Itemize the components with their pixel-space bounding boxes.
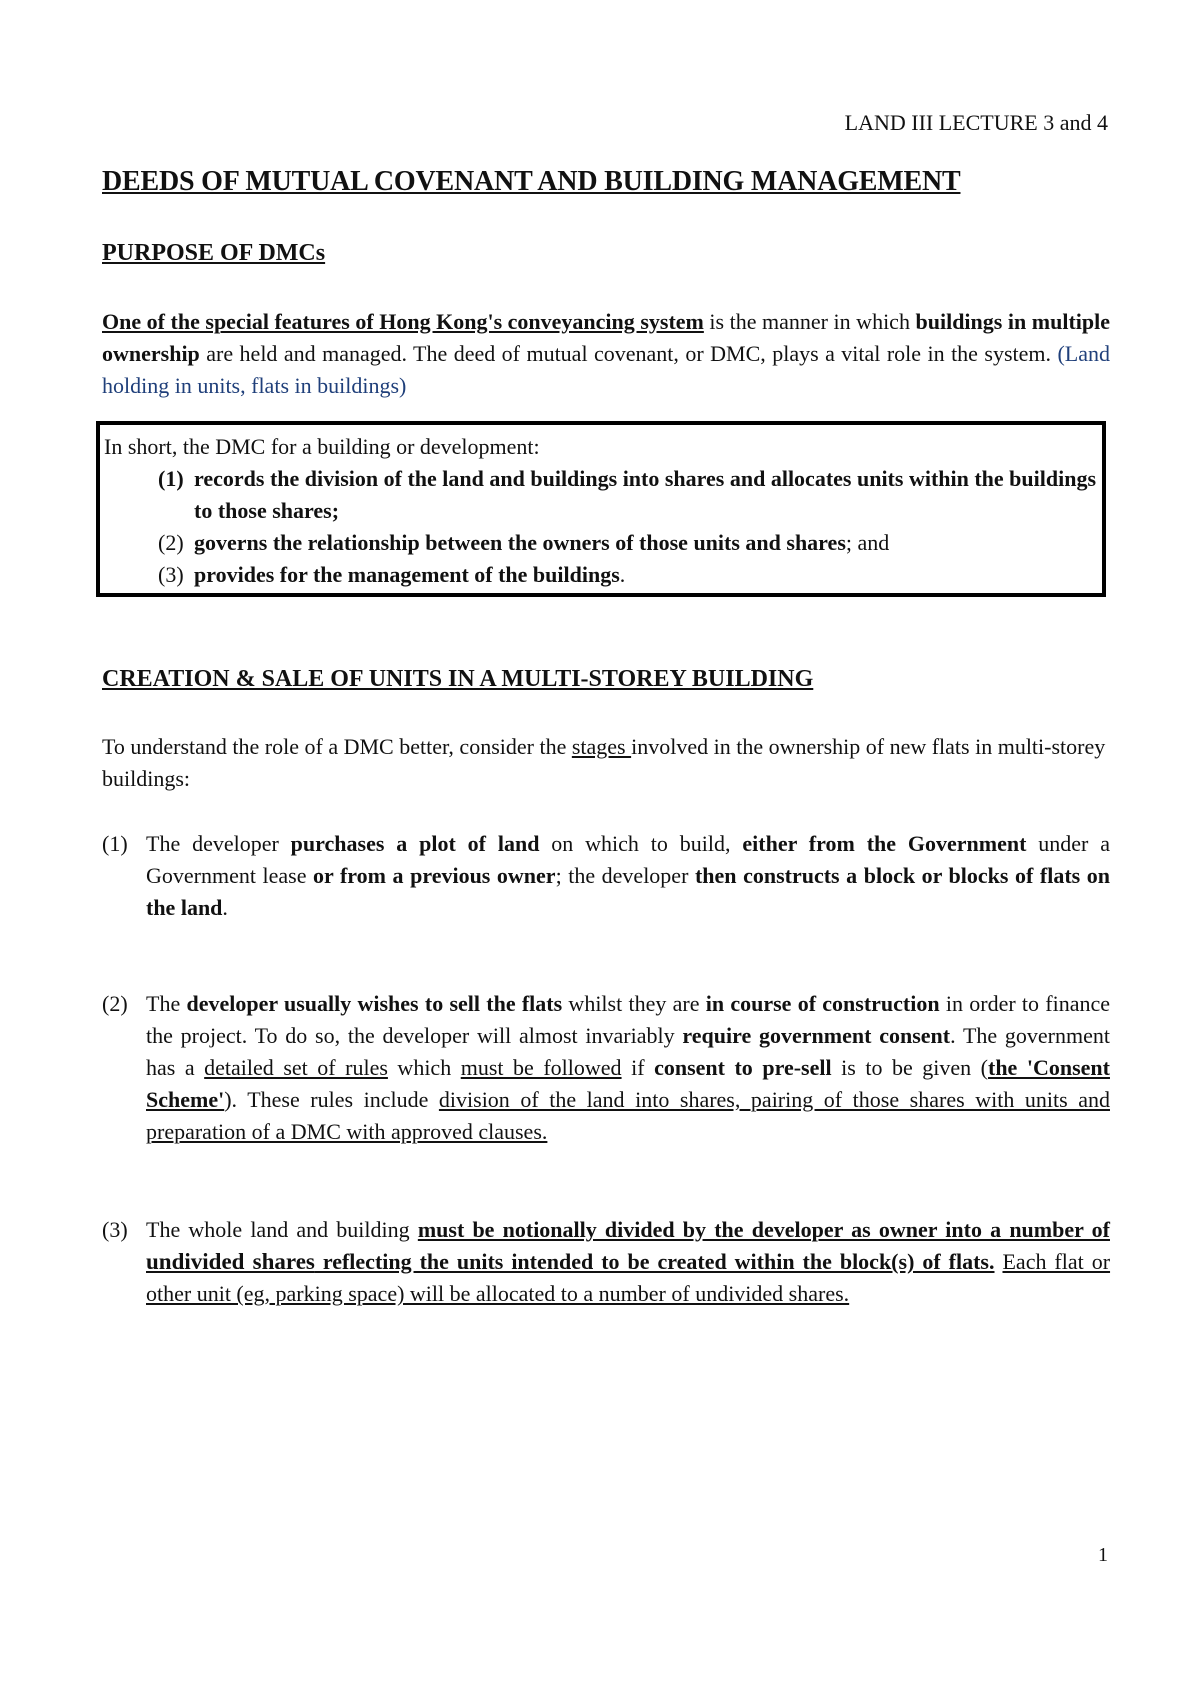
i3-t1: The whole land and building — [146, 1217, 418, 1242]
list-item-3-text — [146, 1214, 1110, 1310]
i2-t2: whilst they are — [562, 991, 706, 1016]
page-number: 1 — [1098, 1544, 1108, 1566]
purpose-heading: PURPOSE OF DMCs — [102, 240, 326, 266]
list-item-2 — [102, 988, 1110, 1148]
i3-bu3: reflecting the units intended to be created within the block(s) of flats. — [314, 1249, 995, 1274]
creation-intro — [102, 731, 1110, 795]
list-item-1 — [102, 828, 1110, 924]
list-item-2-text — [146, 988, 1110, 1148]
i2-t3: in order to finance the project. To do so, the developer will almost invariably — [146, 991, 1111, 1048]
purpose-text-1: is the manner in which — [703, 309, 916, 334]
i1-b2: either from the Government — [742, 831, 1027, 856]
i2-u2: must be followed — [460, 1055, 622, 1080]
i1-t3: under a Government lease — [146, 831, 1111, 888]
list-item-1-text — [146, 828, 1110, 924]
i2-t6: if — [621, 1055, 655, 1080]
i1-t4: ; the developer — [555, 863, 695, 888]
box-item-2-number: (2) — [158, 530, 184, 555]
purpose-bold-phrase: buildings in multiple ownership — [102, 309, 1110, 366]
i1-t5: . — [222, 895, 228, 920]
creation-intro-stages: stages — [571, 734, 632, 759]
purpose-lead-phrase: One of the special features of Hong Kong's conveyancing system — [102, 309, 704, 334]
i2-u3: division of the land into shares, pairing of those shares with units and preparation of a DMC with approved clauses. — [146, 1087, 1110, 1144]
purpose-paragraph — [102, 306, 1110, 402]
i2-b4: consent to pre-sell — [654, 1055, 832, 1080]
box-item-2 — [158, 527, 1106, 559]
i2-t4: . The government has a — [146, 1023, 1110, 1080]
i1-b4: then constructs a block or blocks of flats on the land — [146, 863, 1110, 920]
i2-b2: in course of construction — [705, 991, 940, 1016]
list-item-3-number: (3) — [102, 1217, 128, 1242]
purpose-blue-note: (Land holding in units, flats in buildings) — [102, 341, 1110, 398]
box-item-2-rest: ; and — [845, 530, 890, 555]
box-item-3-number: (3) — [158, 562, 184, 587]
i2-t5: which — [387, 1055, 461, 1080]
i3-u1: Each flat or other unit (eg, parking space) will be allocated to a number of undivided shares. — [146, 1249, 1111, 1306]
purpose-text-2: are held and managed. The deed of mutual covenant, or DMC, plays a vital role in the system. — [199, 341, 1058, 366]
i1-b1: purchases a plot of land — [290, 831, 540, 856]
i2-u1: detailed set of rules — [204, 1055, 388, 1080]
box-item-3-rest: . — [619, 562, 626, 587]
i1-t1: The developer — [146, 831, 291, 856]
document-title: DEEDS OF MUTUAL COVENANT AND BUILDING MANAGEMENT — [102, 166, 961, 197]
i2-t1: The — [146, 991, 187, 1016]
lecture-header: LAND III LECTURE 3 and 4 — [844, 110, 1108, 135]
i1-t2: on which to build, — [539, 831, 743, 856]
box-item-2-bold: governs the relationship between the owners of those units and shares — [194, 530, 846, 555]
i3-bu1: must be notionally divided by the developer as owner into a number of — [417, 1217, 1110, 1242]
i2-consent-scheme: the 'Consent Scheme' — [146, 1055, 1110, 1112]
box-item-1 — [158, 463, 1106, 527]
i2-t8: ). These rules include — [224, 1087, 439, 1112]
i2-b1: developer usually wishes to sell the flats — [186, 991, 563, 1016]
box-item-1-text: records the division of the land and buildings into shares and allocates units within the buildings to those shares; — [194, 466, 1097, 523]
list-item-1-number: (1) — [102, 831, 128, 856]
creation-intro-b: involved in the ownership of new flats in multi-storey buildings: — [102, 734, 1106, 791]
dmc-summary-box — [96, 421, 1106, 597]
i2-t7: is to be given ( — [831, 1055, 988, 1080]
box-intro: In short, the DMC for a building or development: — [104, 434, 540, 459]
box-item-1-number: (1) — [158, 466, 184, 491]
i3-undivided-shares: undivided shares — [146, 1249, 315, 1274]
creation-intro-a: To understand the role of a DMC better, consider the — [102, 734, 572, 759]
list-item-3 — [102, 1214, 1110, 1310]
i2-b3: require government consent — [682, 1023, 951, 1048]
list-item-2-number: (2) — [102, 991, 128, 1016]
box-item-3 — [158, 559, 1106, 591]
i1-b3: or from a previous owner — [313, 863, 556, 888]
creation-heading: CREATION & SALE OF UNITS IN A MULTI-STOREY BUILDING — [102, 666, 814, 692]
box-item-3-bold: provides for the management of the buildings — [194, 562, 620, 587]
